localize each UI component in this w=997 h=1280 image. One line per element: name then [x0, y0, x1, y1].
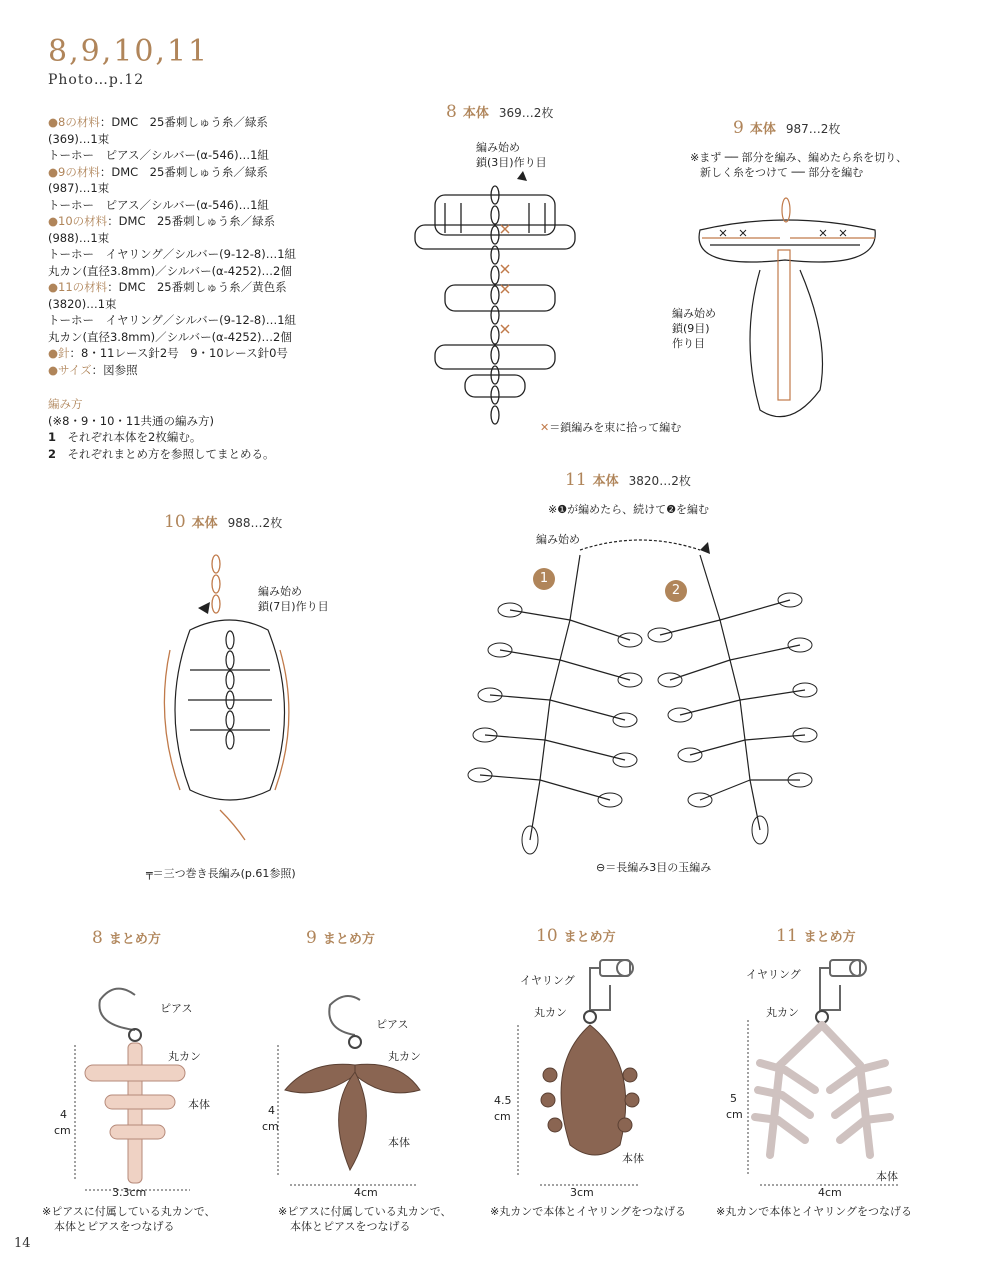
assembly-11-height: 5 [730, 1092, 737, 1105]
diagram-11-mark-2: 2 [665, 580, 687, 602]
photo-reference: Photo…p.12 [48, 72, 145, 88]
material-line: トーホー ピアス／シルバー(α-546)…1組 [48, 148, 269, 162]
assembly-11-part-earring: イヤリング [746, 968, 801, 981]
materials-list [48, 114, 348, 378]
assembly-11-title: 11 まとめ方 [776, 926, 856, 946]
diagram-11-title: 11 本体 3820…2枚 [565, 470, 691, 490]
assembly-11-width: 4cm [818, 1186, 842, 1199]
material-line: トーホー イヤリング／シルバー(9-12-8)…1組 [48, 247, 297, 261]
material-line: ●8の材料：DMC 25番刺しゅう糸／緑系 [48, 115, 268, 129]
assembly-9-height: 4 [268, 1104, 275, 1117]
page-number: 14 [14, 1236, 31, 1251]
diagram-8-title: 8 本体 369…2枚 [446, 102, 554, 122]
material-line: トーホー ピアス／シルバー(α-546)…1組 [48, 197, 269, 212]
assembly-9-part-body: 本体 [388, 1136, 410, 1149]
assembly-10-height-unit: cm [494, 1110, 511, 1123]
diagram-9-title: 9 本体 987…2枚 [733, 118, 841, 138]
assembly-11-part-ring: 丸カン [766, 1006, 799, 1019]
assembly-11-height-unit: cm [726, 1108, 743, 1121]
diagram-11-note: ※❶が編めたら、続けて❷を編む [548, 503, 709, 516]
diagram-8-legend: ✕＝鎖編みを束に拾って編む [540, 421, 682, 434]
assembly-9-note: ※ピアスに付属している丸カンで、 本体とピアスをつなげる [278, 1205, 452, 1233]
assembly-8-title: 8 まとめ方 [92, 928, 161, 948]
assembly-9-part-earring: ピアス [376, 1018, 409, 1031]
assembly-8-width: 3.3cm [112, 1186, 147, 1199]
assembly-10-note: ※丸カンで本体とイヤリングをつなげる [490, 1205, 686, 1218]
assembly-8-part-earring: ピアス [160, 1002, 193, 1015]
assembly-10-width: 3cm [570, 1186, 594, 1199]
diagram-11-chart [460, 540, 840, 860]
material-line: (3820)…1束 [48, 296, 117, 311]
diagram-11-legend: ⊖＝長編み3目の玉編み [596, 861, 712, 874]
assembly-10-part-ring: 丸カン [534, 1006, 567, 1019]
assembly-9-title: 9 まとめ方 [306, 928, 375, 948]
material-line: ●サイズ：図参照 [48, 362, 138, 377]
material-line: ●11の材料：DMC 25番刺しゅう糸／黄色系 [48, 280, 287, 294]
assembly-11-part-body: 本体 [876, 1170, 898, 1183]
diagram-9-start-note: 編み始め 鎖(9目) 作り目 [672, 307, 716, 350]
assembly-9-height-unit: cm [262, 1120, 279, 1133]
material-line: ●針：8・11レース針2号 9・10レース針0号 [48, 346, 288, 360]
diagram-8-chart [405, 175, 585, 445]
material-line: トーホー イヤリング／シルバー(9-12-8)…1組 [48, 313, 297, 327]
assembly-8-part-ring: 丸カン [168, 1050, 201, 1063]
assembly-11-figure [740, 955, 910, 1185]
material-line: (987)…1束 [48, 181, 110, 195]
assembly-8-part-body: 本体 [188, 1098, 210, 1111]
material-line: ●9の材料：DMC 25番刺しゅう糸／緑系 [48, 164, 268, 179]
assembly-8-height-unit: cm [54, 1124, 71, 1137]
material-line: (988)…1束 [48, 230, 110, 245]
diagram-9-note: ※まず ── 部分を編み、編めたら糸を切り、 新しく糸をつけて ── 部分を編む [690, 151, 908, 179]
assembly-8-note: ※ピアスに付属している丸カンで、 本体とピアスをつなげる [42, 1205, 216, 1233]
material-line: 丸カン(直径3.8mm)／シルバー(α-4252)…2個 [48, 263, 292, 278]
howto-step: 2 それぞれまとめ方を参照してまとめる。 [48, 446, 275, 461]
assembly-10-height: 4.5 [494, 1094, 512, 1107]
diagram-10-chart [150, 550, 310, 850]
howto-common: (※8・9・10・11共通の編み方) [48, 413, 215, 428]
assembly-10-part-earring: イヤリング [520, 974, 575, 987]
assembly-11-note: ※丸カンで本体とイヤリングをつなげる [716, 1205, 912, 1218]
howto-heading: 編み方 [48, 397, 83, 411]
assembly-9-part-ring: 丸カン [388, 1050, 421, 1063]
diagram-10-start-note: 編み始め 鎖(7目)作り目 [258, 585, 329, 613]
assembly-8-height: 4 [60, 1108, 67, 1121]
material-line: ●10の材料：DMC 25番刺しゅう糸／緑系 [48, 214, 276, 228]
assembly-10-title: 10 まとめ方 [536, 926, 616, 946]
assembly-10-part-body: 本体 [622, 1152, 644, 1165]
diagram-8-start-note: 編み始め 鎖(3目)作り目 [476, 141, 547, 169]
howto-step: 1 それぞれ本体を2枚編む。 [48, 430, 202, 444]
material-line: 丸カン(直径3.8mm)／シルバー(α-4252)…2個 [48, 329, 292, 344]
diagram-11-start-note: 編み始め [536, 533, 580, 546]
diagram-10-legend: ╤＝三つ巻き長編み(p.61参照) [146, 867, 296, 880]
assembly-9-width: 4cm [354, 1186, 378, 1199]
page-title: 8,9,10,11 [48, 34, 210, 69]
diagram-11-mark-1: 1 [533, 568, 555, 590]
diagram-10-title: 10 本体 988…2枚 [164, 512, 283, 532]
howto-section [48, 396, 275, 462]
material-line: (369)…1束 [48, 131, 110, 146]
